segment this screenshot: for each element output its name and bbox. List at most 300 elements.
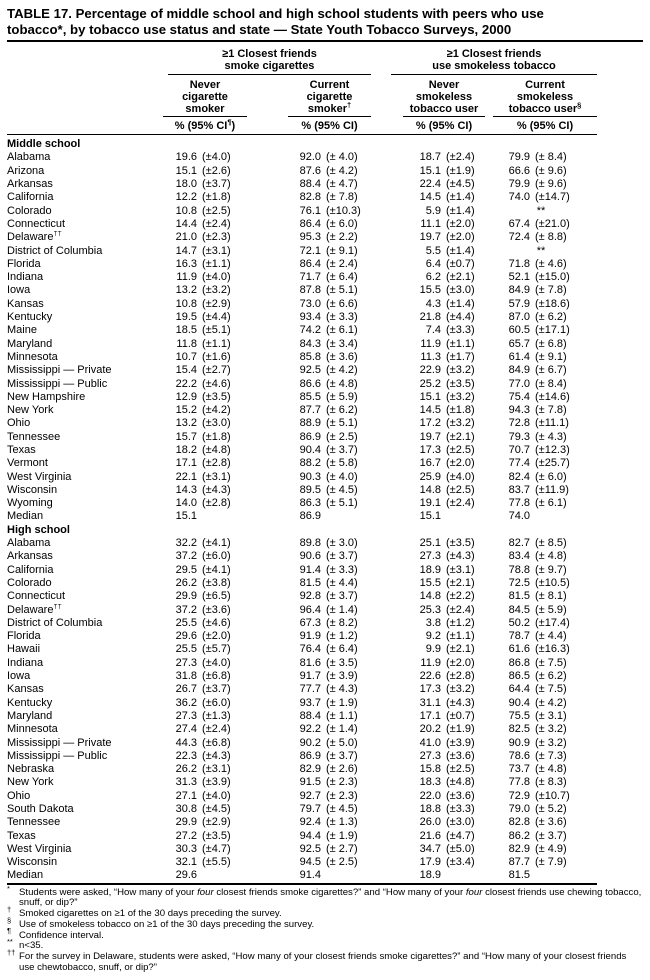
ci-value: (± 7.8): [535, 284, 567, 297]
state-name: Vermont: [7, 457, 48, 470]
section-header-row: [7, 524, 597, 537]
percent-value: 67.4: [508, 217, 530, 230]
percent-value: 82.9: [299, 763, 321, 776]
ci-value: (± 5.0): [326, 736, 358, 749]
ci-value: (±2.0): [446, 217, 475, 230]
col-group-smokeless-line1: ≥1 Closest friends: [446, 48, 542, 61]
ci-value: (±10.3): [326, 204, 361, 217]
ci-value: (± 6.8): [535, 337, 567, 350]
ci-value: (± 6.0): [326, 217, 358, 230]
ci-value: (± 3.6): [535, 816, 567, 829]
percent-value: 3.8: [425, 616, 441, 629]
ci-value: (±3.4): [446, 856, 475, 869]
percent-value: 82.8: [299, 191, 321, 204]
ci-value: (±4.5): [446, 178, 475, 191]
percent-value: 15.1: [419, 510, 441, 523]
percent-value: 86.4: [299, 217, 321, 230]
ci-value: (± 2.7): [326, 842, 358, 855]
ci-value: (± 5.9): [326, 390, 358, 403]
ci-value: (±3.0): [202, 417, 231, 430]
ci-value: (±4.6): [202, 377, 231, 390]
table-row: [7, 431, 597, 444]
ci-value: (±2.1): [446, 576, 475, 589]
percent-value: 11.1: [420, 217, 441, 230]
table-row: [7, 564, 597, 577]
percent-value: 76.4: [299, 643, 321, 656]
ci-value: (± 4.2): [326, 164, 358, 177]
ci-value: (±4.7): [202, 842, 231, 855]
percent-value: 25.5: [175, 643, 197, 656]
percent-value: 90.4: [299, 443, 321, 456]
percent-value: 17.3: [419, 683, 441, 696]
table-row: [7, 630, 597, 643]
ci-value: (± 5.9): [535, 603, 567, 616]
state-name: Tennessee: [7, 430, 61, 443]
percent-value: 5.5: [425, 244, 441, 257]
ci-value: (±4.8): [446, 776, 475, 789]
percent-value: 17.9: [419, 856, 441, 869]
percent-value: 34.7: [419, 842, 441, 855]
unit-label-2: % (95% CI): [301, 120, 358, 133]
percent-value: 86.4: [299, 257, 321, 270]
percent-value: 86.9: [299, 430, 321, 443]
percent-value: 78.6: [508, 749, 530, 762]
ci-value: (± 9.6): [535, 178, 567, 191]
ci-value: (± 1.3): [326, 816, 358, 829]
ci-value: (±1.4): [446, 244, 475, 257]
suppressed-value: **: [536, 244, 546, 257]
percent-value: 25.2: [419, 377, 441, 390]
state-name: Kentucky: [7, 696, 53, 709]
ci-value: (± 2.5): [326, 856, 358, 869]
percent-value: 29.6: [175, 869, 197, 882]
percent-value: 18.2: [175, 443, 197, 456]
state-name: Median: [7, 869, 44, 882]
ci-value: (± 6.6): [326, 297, 358, 310]
ci-value: (±4.4): [202, 311, 231, 324]
ci-value: (± 5.2): [535, 803, 567, 815]
percent-value: 15.7: [175, 430, 197, 443]
ci-value: (±3.2): [446, 390, 475, 403]
percent-value: 83.7: [508, 483, 530, 496]
percent-value: 85.5: [299, 390, 321, 403]
percent-value: 22.2: [175, 377, 197, 390]
percent-value: 92.8: [299, 590, 321, 603]
ci-value: (±0.7): [446, 257, 475, 270]
percent-value: 60.5: [508, 324, 530, 337]
percent-value: 79.3: [508, 430, 530, 443]
ci-value: (±3.9): [446, 736, 475, 749]
percent-value: 37.2: [175, 550, 197, 563]
ci-value: (± 2.5): [326, 430, 358, 443]
ci-value: [197, 869, 247, 883]
ci-value: (± 3.3): [326, 563, 358, 576]
ci-value: (±3.1): [202, 763, 231, 776]
percent-value: 19.5: [175, 311, 197, 324]
ci-value: (±4.1): [202, 537, 231, 550]
table-row: [7, 205, 597, 218]
ci-value: (±2.4): [446, 151, 475, 164]
ci-value: (±3.3): [446, 324, 475, 337]
percent-value: 27.4: [175, 723, 197, 736]
percent-value: 94.4: [299, 829, 321, 842]
percent-value: 11.9: [420, 337, 441, 350]
percent-value: 87.6: [299, 164, 321, 177]
ci-value: (±3.1): [202, 244, 231, 257]
ci-value: (±4.0): [202, 656, 231, 669]
col-group-cigarettes-line2: smoke cigarettes: [224, 60, 315, 73]
ci-value: (±3.1): [446, 563, 475, 576]
percent-value: 22.0: [419, 789, 441, 802]
state-name: Texas: [7, 829, 36, 842]
table-row: [7, 417, 597, 430]
percent-value: 9.2: [425, 630, 441, 643]
ci-value: (±4.2): [202, 404, 231, 417]
ci-value: (±11.9): [535, 483, 569, 496]
percent-value: 84.9: [508, 364, 530, 377]
ci-value: (±2.5): [446, 763, 475, 776]
ci-value: (± 7.3): [535, 749, 567, 762]
table-row: [7, 869, 597, 883]
percent-value: 11.3: [420, 350, 441, 363]
percent-value: 73.0: [299, 297, 321, 310]
ci-value: (±1.4): [446, 191, 475, 204]
table-row: [7, 284, 597, 297]
state-name: Maryland: [7, 337, 53, 350]
percent-value: 66.6: [508, 164, 530, 177]
state-name: California: [7, 191, 54, 204]
ci-value: [530, 510, 597, 523]
state-name: Tennessee: [7, 816, 61, 829]
ci-value: (±2.7): [202, 364, 231, 377]
ci-value: (±2.5): [202, 204, 231, 217]
percent-value: 88.4: [299, 709, 321, 722]
ci-value: (±2.4): [446, 497, 475, 510]
ci-value: (± 8.5): [535, 537, 567, 550]
ci-value: (± 6.7): [535, 364, 567, 377]
state-name: West Virginia: [7, 470, 72, 483]
table-row: [7, 697, 597, 710]
ci-value: (±3.6): [446, 789, 475, 802]
ci-value: (± 6.1): [535, 497, 567, 510]
state-name: Texas: [7, 443, 36, 456]
percent-value: 18.0: [175, 178, 197, 191]
ci-value: (±1.1): [202, 257, 231, 270]
table-row: [7, 338, 597, 351]
percent-value: 79.9: [508, 151, 530, 164]
percent-value: 25.5: [175, 616, 197, 629]
state-name: Alabama: [7, 151, 51, 164]
table-row: [7, 816, 597, 829]
ci-value: (±1.8): [202, 191, 231, 204]
table-row: [7, 776, 597, 789]
percent-value: 11.9: [420, 656, 441, 669]
percent-value: 14.4: [175, 217, 197, 230]
percent-value: 91.7: [299, 670, 321, 683]
ci-value: (±3.2): [446, 364, 475, 377]
ci-value: (± 8.1): [535, 590, 567, 603]
ci-value: (± 3.2): [535, 736, 567, 749]
percent-value: 6.2: [425, 271, 441, 284]
col-group-cigarettes-line1: ≥1 Closest friends: [222, 48, 317, 61]
ci-value: (±2.0): [446, 656, 475, 669]
ci-value: (±5.1): [202, 324, 231, 337]
percent-value: 79.9: [508, 178, 530, 191]
state-name: New Hampshire: [7, 390, 86, 403]
ci-value: [321, 510, 371, 523]
percent-value: 32.1: [175, 856, 197, 869]
ci-value: (±0.7): [446, 709, 475, 722]
table-body: [7, 135, 597, 884]
percent-value: 15.5: [419, 284, 441, 297]
ci-value: (±3.5): [446, 537, 475, 550]
percent-value: 27.3: [419, 749, 441, 762]
ci-value: (±5.7): [202, 643, 231, 656]
ci-value: (±2.4): [202, 723, 231, 736]
ci-value: (± 3.7): [326, 749, 358, 762]
ci-value: (± 8.8): [535, 231, 567, 244]
percent-value: 90.3: [299, 470, 321, 483]
table-row: [7, 510, 597, 523]
ci-value: (±3.8): [202, 576, 231, 589]
percent-value: 70.7: [508, 443, 530, 456]
table-title-line1: TABLE 17. Percentage of middle school and high school students with peers who use: [7, 6, 544, 21]
percent-value: 17.2: [419, 417, 441, 430]
percent-value: 82.9: [508, 842, 530, 855]
section-header-row: [7, 135, 597, 152]
percent-value: 18.9: [419, 563, 441, 576]
state-name: Arkansas: [7, 550, 53, 563]
percent-value: 77.4: [508, 457, 530, 470]
percent-value: 86.8: [508, 656, 530, 669]
percent-value: 92.5: [299, 364, 321, 377]
percent-value: 5.9: [425, 204, 441, 217]
ci-value: (±12.3): [535, 443, 570, 456]
ci-value: (± 3.7): [326, 590, 358, 603]
ci-value: (±4.8): [202, 443, 231, 456]
state-name: District of Columbia: [7, 616, 103, 629]
dagger-marker: †: [346, 100, 352, 110]
ci-value: (±4.0): [446, 470, 475, 483]
table-row: [7, 351, 597, 364]
percent-value: 95.3: [299, 231, 321, 244]
percent-value: 87.0: [508, 311, 530, 324]
percent-value: 85.8: [299, 350, 321, 363]
percent-value: 90.4: [508, 696, 530, 709]
percent-value: 18.9: [419, 869, 441, 882]
table-row: [7, 364, 597, 377]
percent-value: 94.3: [508, 404, 530, 417]
ci-value: (± 4.8): [535, 550, 567, 563]
percent-value: 29.6: [175, 630, 197, 643]
ci-value: (± 4.9): [535, 842, 567, 855]
ci-value: (±17.4): [535, 616, 570, 629]
percent-value: 22.4: [419, 178, 441, 191]
percent-value: 91.5: [299, 776, 321, 789]
ci-value: (±10.5): [535, 576, 570, 589]
ci-value: (± 6.2): [535, 670, 567, 683]
ci-value: (± 1.2): [326, 630, 358, 643]
state-name: Wisconsin: [7, 483, 58, 496]
table-row: [7, 856, 597, 869]
percent-value: 21.6: [419, 829, 441, 842]
ci-value: (±2.1): [446, 643, 475, 656]
percent-value: 37.2: [175, 603, 197, 616]
percent-value: 25.9: [419, 470, 441, 483]
ci-value: (±3.9): [202, 776, 231, 789]
percent-value: 30.3: [175, 842, 197, 855]
percent-value: 93.4: [299, 311, 321, 324]
state-name: Wyoming: [7, 497, 53, 510]
tobacco-table: [7, 42, 597, 885]
ci-value: (±3.2): [446, 417, 475, 430]
percent-value: 74.0: [508, 510, 530, 523]
ci-value: (±3.3): [446, 803, 475, 815]
ci-value: (±4.7): [446, 829, 475, 842]
ci-value: (± 7.5): [535, 656, 567, 669]
percent-value: 18.8: [419, 803, 441, 815]
state-name: Indiana: [7, 656, 44, 669]
percent-value: 29.5: [175, 563, 197, 576]
ci-value: (± 9.7): [535, 563, 567, 576]
ci-value: (±6.0): [202, 696, 231, 709]
percent-value: 15.5: [419, 576, 441, 589]
percent-value: 15.1: [175, 510, 197, 523]
percent-value: 14.3: [175, 483, 197, 496]
ci-value: (±4.3): [446, 550, 475, 563]
percent-value: 81.5: [508, 590, 530, 603]
col-current-cigarette: Current cigarette smoker†: [288, 79, 371, 117]
ci-value: (± 4.2): [326, 364, 358, 377]
ci-value: (±1.1): [446, 337, 475, 350]
percent-value: 15.1: [419, 164, 441, 177]
ci-value: (±3.7): [202, 178, 231, 191]
ci-value: (±2.3): [202, 231, 231, 244]
ci-value: (±10.7): [535, 789, 570, 802]
percent-value: 81.6: [299, 656, 321, 669]
state-name: Florida: [7, 257, 41, 270]
ci-value: (±1.7): [446, 350, 475, 363]
ci-value: (±3.0): [446, 816, 475, 829]
percent-value: 92.0: [299, 151, 321, 164]
ci-value: (±21.0): [535, 217, 570, 230]
col-never-cigarette: Never cigarette smoker: [163, 79, 247, 117]
percent-value: 15.4: [175, 364, 197, 377]
table-row: [7, 497, 597, 510]
table-row: [7, 737, 597, 750]
percent-value: 17.1: [419, 709, 441, 722]
ci-value: [441, 869, 485, 883]
state-name: District of Columbia: [7, 244, 103, 257]
ci-value: (±4.5): [202, 803, 231, 815]
percent-value: 73.7: [508, 763, 530, 776]
ci-value: (±4.3): [446, 696, 475, 709]
percent-value: 21.8: [419, 311, 441, 324]
table-row: [7, 550, 597, 563]
percent-value: 18.5: [175, 324, 197, 337]
percent-value: 18.3: [419, 776, 441, 789]
ci-value: (±3.6): [446, 749, 475, 762]
percent-value: 17.3: [419, 443, 441, 456]
table-row: [7, 151, 597, 164]
percent-value: 57.9: [508, 297, 530, 310]
ci-value: (± 4.3): [326, 683, 358, 696]
ci-value: (± 4.6): [535, 257, 567, 270]
percent-value: 29.9: [175, 816, 197, 829]
table-title: [7, 6, 643, 42]
ci-value: (± 1.4): [326, 723, 358, 736]
table-row: [7, 617, 597, 630]
percent-value: 86.9: [299, 749, 321, 762]
table-row: [7, 803, 597, 816]
footnote: ¶ Confidence interval.: [7, 926, 104, 941]
ci-value: (±16.3): [535, 643, 570, 656]
ci-value: (± 1.9): [326, 829, 358, 842]
percent-value: 10.8: [175, 204, 197, 217]
table-row: [7, 231, 597, 244]
table-row: [7, 378, 597, 391]
table-row: [7, 391, 597, 404]
percent-value: 94.5: [299, 856, 321, 869]
ci-value: (±2.8): [446, 670, 475, 683]
ci-value: (±2.6): [202, 164, 231, 177]
col-group-smokeless: [391, 48, 597, 75]
percent-value: 27.1: [175, 789, 197, 802]
percent-value: 19.7: [419, 430, 441, 443]
percent-value: 26.2: [175, 763, 197, 776]
ci-value: [441, 510, 485, 523]
state-name: Indiana: [7, 271, 44, 284]
ci-value: (±2.9): [202, 297, 231, 310]
ci-value: (± 1.9): [326, 696, 358, 709]
percent-value: 25.1: [419, 537, 441, 550]
ci-value: (±6.8): [202, 736, 231, 749]
percent-value: 82.7: [508, 537, 530, 550]
ci-value: (±1.3): [202, 709, 231, 722]
ci-value: (±4.1): [202, 563, 231, 576]
ci-value: (±1.6): [202, 350, 231, 363]
table-row: [7, 218, 597, 231]
percent-value: 44.3: [175, 736, 197, 749]
percent-value: 84.5: [508, 603, 530, 616]
percent-value: 22.1: [175, 470, 197, 483]
percent-value: 19.7: [419, 231, 441, 244]
suppressed-value: **: [536, 204, 546, 217]
percent-value: 9.9: [425, 643, 441, 656]
state-name: Mississippi — Public: [7, 749, 108, 762]
pilcrow-marker: ¶: [227, 117, 232, 127]
table-title-line2: tobacco*, by tobacco use status and state — State Youth Tobacco Surveys, 2000: [7, 21, 512, 37]
table-row: [7, 245, 597, 258]
ci-value: (±2.5): [446, 483, 475, 496]
percent-value: 7.4: [425, 324, 441, 337]
percent-value: 87.7: [299, 404, 321, 417]
ci-value: (± 6.4): [326, 643, 358, 656]
percent-value: 91.4: [299, 563, 321, 576]
ci-value: (± 3.0): [326, 537, 358, 550]
ci-value: (± 1.4): [326, 603, 358, 616]
percent-value: 18.7: [419, 151, 441, 164]
table-row: [7, 311, 597, 324]
ci-value: (± 5.1): [326, 497, 358, 510]
ci-value: (± 2.4): [326, 257, 358, 270]
footnote: †† For the survey in Delaware, students were asked, “How many of your closest friends smoke cigarettes?” and “How many of your closest friends use chewtobacco, snuff, or dip?”: [7, 947, 627, 973]
table-row: [7, 750, 597, 763]
ci-value: (±3.5): [446, 377, 475, 390]
ci-value: (± 3.1): [535, 709, 567, 722]
ci-value: (±3.6): [202, 603, 231, 616]
percent-value: 27.2: [175, 829, 197, 842]
